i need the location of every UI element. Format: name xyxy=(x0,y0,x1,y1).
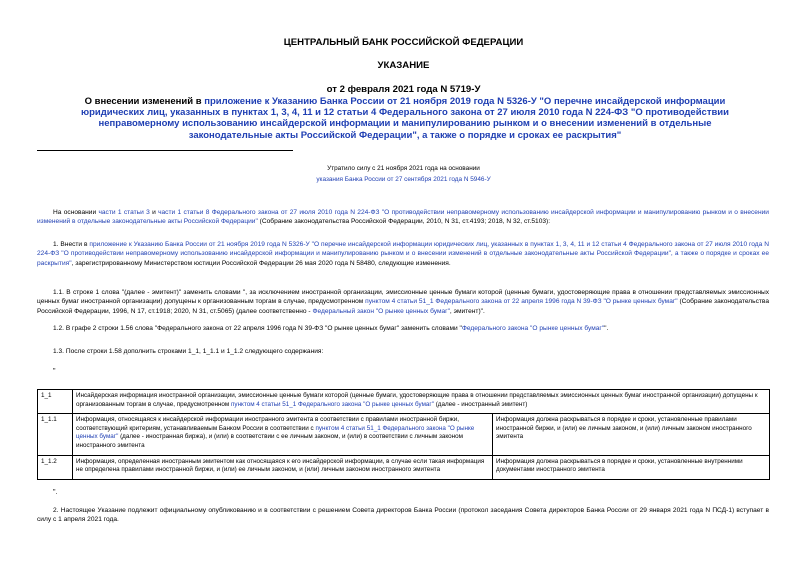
paragraph-text: , эмитент)". xyxy=(449,307,485,315)
closing-quote: ". xyxy=(53,489,58,496)
law-link[interactable]: пунктом 4 статьи 51_1 Федерального закона "О рынке ценных бумаг" xyxy=(231,400,434,408)
paragraph-text: ". xyxy=(604,325,609,332)
paragraph-text: 1.1. В строке 1 слова "(далее - эмитент)" заменить словами ", за исключением иностранной организации, эмиссионные ценные бумаги которой (ценные бумаги, удостоверяющие права в отношении представляемых эмиссионных ценных бумаг иностранной организации) допущены к организованным торгам в случае, предусмотренном xyxy=(37,289,769,306)
document-title xyxy=(58,96,752,141)
lost-force-link[interactable]: указания Банка России от 27 сентября 2021 года N 5946-У xyxy=(316,176,491,183)
row-number: 1_1.1 xyxy=(38,414,73,455)
paragraph-text: 1.2. В графе 2 строки 1.56 слова "Федерального закона от 22 апреля 1996 года N 39-ФЗ "О рынке ценных бумаг" заменить словами " xyxy=(53,325,462,332)
lost-force-note xyxy=(0,163,807,185)
insider-info-table xyxy=(37,389,770,480)
lost-force-text: Утратило силу с 21 ноября 2021 года на основании xyxy=(327,165,480,172)
paragraph-text: (Собрание законодательства Российской Федерации, 1996, N 17, ст.1918; 2020, N 31, ст.5065) (далее соответственно - xyxy=(37,298,769,315)
document-type-heading: УКАЗАНИЕ xyxy=(377,60,430,71)
paragraph-1 xyxy=(37,240,769,268)
paragraph-1-2 xyxy=(37,324,769,333)
cell-text: Информация, относящаяся к инсайдерской информации иностранного эмитента в соответствии с правилами иностранной биржи, соответствующий критериям, устанавливаемым Банком России в соответствии с xyxy=(76,416,459,432)
table-row xyxy=(38,390,770,414)
paragraph-2 xyxy=(37,506,769,525)
law-link[interactable]: Федерального закона "О рынке ценных бумаг" xyxy=(461,325,605,332)
table-row xyxy=(38,414,770,455)
row-disclosure: Информация должна раскрываться в порядке и сроки, установленные правилами иностранной биржи, и (или) ее личным законом, и (или) личным законом иностранного эмитента xyxy=(493,414,770,455)
paragraph-text: 1.3. После строки 1.58 дополнить строками 1_1, 1_1.1 и 1_1.2 следующего содержания: xyxy=(53,348,324,355)
paragraph-text: 2. Настоящее Указание подлежит официальному опубликованию и в соответствии с решением Совета директоров Банка России (протокол заседания Совета директоров Банка России от 29 января 2021 года N ПСД-1) вступает в силу с 1 апреля 2021 года. xyxy=(37,507,769,524)
issuer-heading: ЦЕНТРАЛЬНЫЙ БАНК РОССИЙСКОЙ ФЕДЕРАЦИИ xyxy=(283,37,524,48)
law-link[interactable]: части 1 статьи 8 Федерального закона от 27 июля 2010 года N 224-ФЗ "О противодействии неправомерному использованию инсайдерской информации и манипулированию рынком и о внесении изменений в отдельные законодательные акты Российской Федерации" xyxy=(37,209,769,226)
paragraph-text: 1. Внести в xyxy=(53,241,90,248)
cell-text: Инсайдерская информация иностранной организации, эмиссионные ценные бумаги которой (ценные бумаги, удостоверяющие права в отношении представляемых эмиссионных ценных бумаг иностранной организации) допущены к организованным торгам в случае, предусмотренном xyxy=(76,392,758,408)
opening-quote: " xyxy=(53,368,56,375)
paragraph-text: (Собрание законодательства Российской Федерации, 2010, N 31, ст.4193; 2018, N 32, ст.5103): xyxy=(257,218,551,226)
row-description: Информация, определенная иностранным эмитентом как относящаяся к его инсайдерской информации, в случае если такая информация не определена правилами иностранной биржи, и (или) ее личным законом, и (или) личным законом иностранного эмитента xyxy=(73,455,493,479)
paragraph-1-1 xyxy=(37,288,769,316)
row-number: 1_1 xyxy=(38,390,73,414)
cell-text: (далее - иностранный эмитент) xyxy=(433,400,528,408)
law-link[interactable]: приложение к Указанию Банка России от 21 ноября 2019 года N 5326-У "О перечне инсайдерской информации юридических лиц, указанных в пунктах 1, 3, 4, 11 и 12 статьи 4 Федерального закона от 27 июля 2010 года N 224-ФЗ "О противодействии неправомерному использованию инсайдерской информации и манипулированию рынком и о внесении изменений в отдельные законодательные акты Российской Федерации", а также о порядке и сроках ее раскрытия" xyxy=(37,241,769,267)
row-number: 1_1.2 xyxy=(38,455,73,479)
paragraph-text: и xyxy=(149,209,159,216)
table-row xyxy=(38,455,770,479)
law-link[interactable]: пунктом 4 статьи 51_1 Федерального закона от 22 апреля 1996 года N 39-ФЗ "О рынке ценных бумаг" xyxy=(365,298,678,306)
paragraph-1-3 xyxy=(37,347,769,356)
law-link[interactable]: Федеральный закон "О рынке ценных бумаг" xyxy=(312,307,450,315)
row-disclosure: Информация должна раскрываться в порядке и сроки, установленные внутренними документами иностранного эмитента xyxy=(493,455,770,479)
paragraph-text: , зарегистрированному Министерством юстиции Российской Федерации 26 мая 2020 года N 58480, следующие изменения. xyxy=(71,259,451,267)
law-link[interactable]: пунктом 4 статьи 51_1 Федерального закона "О рынке ценных бумаг" xyxy=(76,424,475,441)
paragraph-basis xyxy=(37,208,769,227)
law-link[interactable]: части 1 статьи 3 xyxy=(98,209,150,216)
paragraph-text: На основании xyxy=(53,209,99,216)
row-description xyxy=(73,414,493,455)
title-text: О внесении изменений в xyxy=(84,96,205,107)
divider xyxy=(37,150,293,151)
row-description xyxy=(73,390,770,414)
cell-text: (далее - иностранная биржа), и (или) в соответствии с ее личным законом, и (или) в соответствии с личным законом иностранного эмитента xyxy=(76,433,463,449)
title-link[interactable]: приложение к Указанию Банка России от 21 ноября 2019 года N 5326-У "О перечне инсайдерской информации юридических лиц, указанных в пунктах 1, 3, 4, 11 и 12 статьи 4 Федерального закона от 27 июля 2010 года N 224-ФЗ "О противодействии неправомерному использованию инсайдерской информации и манипулированию рынком и о внесении изменений в отдельные законодательные акты Российской Федерации", а также о порядке и сроках ее раскрытия" xyxy=(81,96,729,141)
document-date-number: от 2 февраля 2021 года N 5719-У xyxy=(326,84,481,95)
